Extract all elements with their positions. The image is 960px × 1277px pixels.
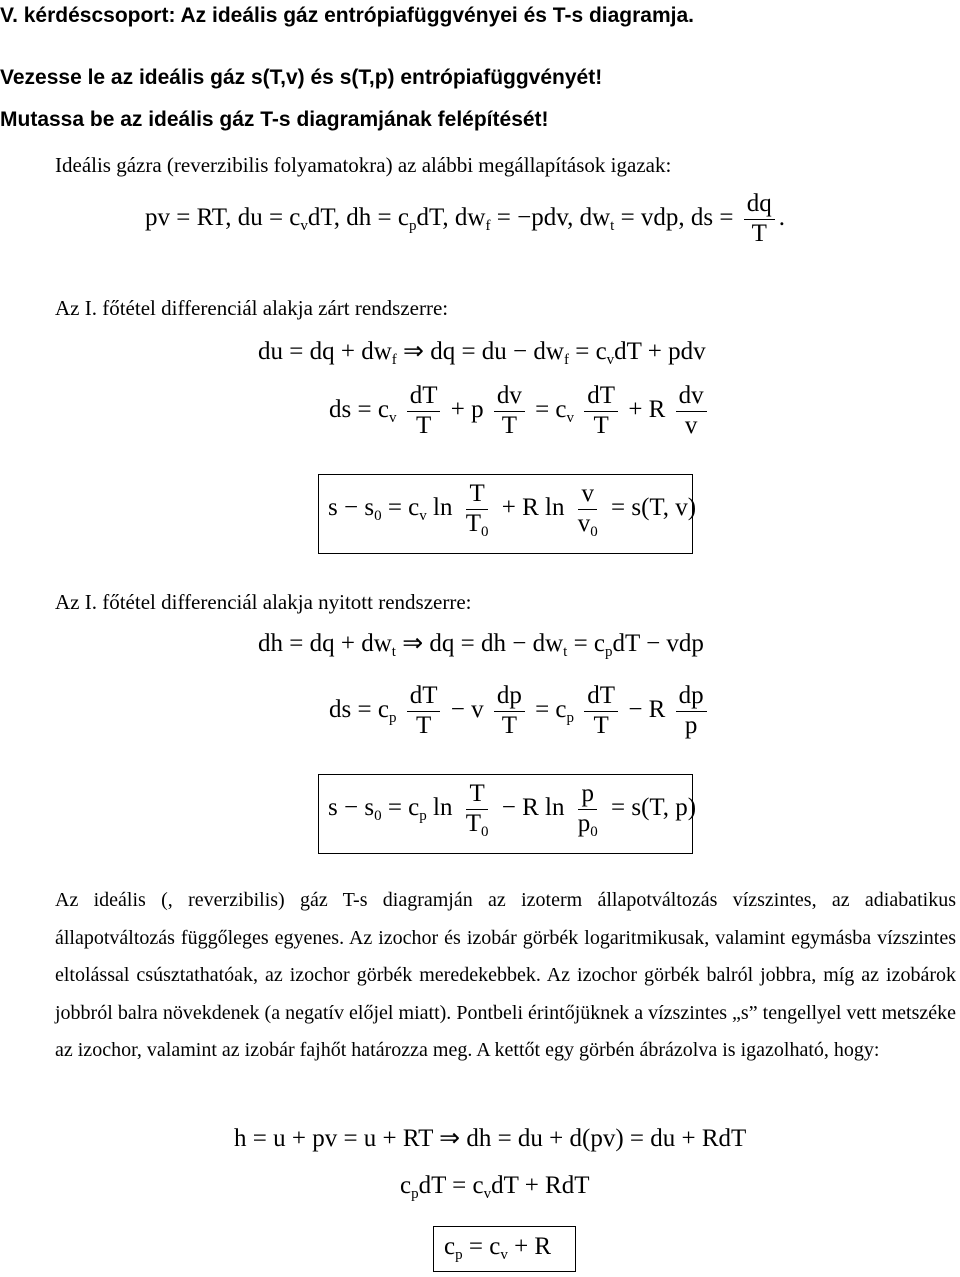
section-closed: Az I. főtétel differenciál alakja zárt rendszerre: bbox=[55, 296, 449, 320]
equation-final-1: h = u + pv = u + RT ⇒ dh = du + d(pv) = du + RdT bbox=[234, 1125, 747, 1152]
equation-final-result: $c_p = c_v + R$ bbox=[444, 1233, 552, 1263]
equation-closed-1: du = dq + $dw_f$ ⇒ dq = du − $dw_f = c_vdT$ + pdv bbox=[258, 338, 706, 368]
explanation-paragraph: Az ideális (, reverzibilis) gáz T-s diagramján az izoterm állapotváltozás vízszintes, az adiabatikus állapotváltozás függőleges egyenes. Az izochor és izobár görbék logaritmikusak, valamint egymásba vízszintes eltolással csúsztathatóak, az izochor görbék meredekebbek. Az izochor görbék balról jobbra, míg az izobárok jobbról balra növekdenek (a negatív előjel miatt). Pontbeli érintőjüknek a vízszintes „s” tengellyel vett metszéke az izochor, valamint az izobár fajhőt határozza meg. A kettőt egy görbén ábrázolva is igazolható, hogy: bbox=[55, 889, 956, 1061]
equation-closed-2: ds = $c_v$ $\frac{dT}{T}$ + p $\frac{dv}{T}$ = $c_v$ $\frac{dT}{T}$ + R $\frac{dv}{v}$ bbox=[329, 382, 711, 441]
equation-open-2: ds = $c_p$ $\frac{dT}{T}$ − v $\frac{dp}{T}$ = $c_p$ $\frac{dT}{T}$ − R $\frac{dp}{p}$ bbox=[329, 682, 711, 741]
task-1: Vezesse le az ideális gáz s(T,v) és s(T,p) entrópiafüggvényét! bbox=[0, 66, 603, 89]
equation-open-1: dh = dq + $dw_t$ ⇒ dq = dh − $dw_t = c_pdT$ − vdp bbox=[258, 630, 704, 660]
heading: V. kérdéscsoport: Az ideális gáz entrópiafüggvényei és T-s diagramja. bbox=[0, 4, 695, 27]
task-2: Mutassa be az ideális gáz T-s diagramjának felépítését! bbox=[0, 108, 549, 131]
equation-final-2: $c_pdT = c_vdT$ + RdT bbox=[400, 1172, 590, 1202]
equation-open-result: $s - s_0 = c_p$ ln $\frac{T}{T_0}$ − R ln $\frac{p}{p_0}$ = s(T, p) bbox=[328, 780, 697, 840]
section-open: Az I. főtétel differenciál alakja nyitott rendszerre: bbox=[55, 590, 472, 614]
equation-closed-result: $s - s_0 = c_v$ ln $\frac{T}{T_0}$ + R ln $\frac{v}{v_0}$ = s(T, v) bbox=[328, 480, 697, 540]
intro-text: Ideális gázra (reverzibilis folyamatokra) az alábbi megállapítások igazak: bbox=[55, 153, 672, 177]
equation-basics: pv = RT, du = $c_vdT$, dh = $c_pdT$, $dw_f = -pdv$, $dw_t$ = vdp, ds = $\frac{dq}{T}$ . bbox=[145, 190, 785, 247]
